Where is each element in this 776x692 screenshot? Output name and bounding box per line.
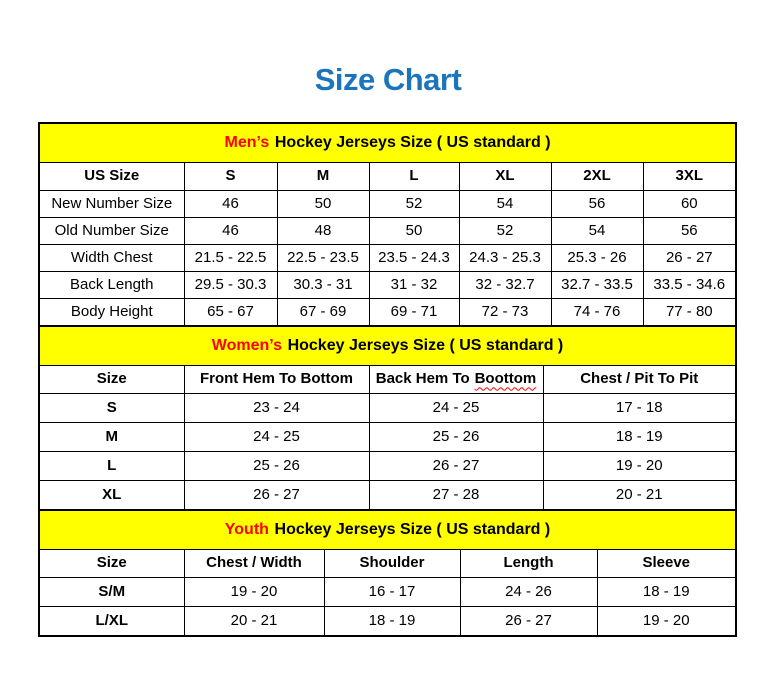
- table-cell: 32 - 32.7: [459, 272, 551, 299]
- mens-column-header-l: L: [369, 163, 459, 191]
- table-cell: 30.3 - 31: [277, 272, 369, 299]
- mens-section-heading: [39, 123, 736, 163]
- womens-size-table: [38, 325, 737, 511]
- table-cell: 26 - 27: [460, 607, 597, 637]
- table-cell: 74 - 76: [551, 299, 643, 327]
- table-cell: 26 - 27: [184, 481, 369, 511]
- table-cell: 19 - 20: [543, 452, 736, 481]
- table-cell: 18 - 19: [543, 423, 736, 452]
- table-cell: 46: [184, 191, 277, 218]
- table-row: [39, 218, 736, 245]
- row-label: L/XL: [39, 607, 184, 637]
- womens-heading-text: Hockey Jerseys Size ( US standard ): [287, 337, 564, 355]
- table-row: [39, 423, 736, 452]
- table-cell: 19 - 20: [184, 578, 324, 607]
- youth-column-header-chest-width: Chest / Width: [184, 550, 324, 578]
- youth-section-heading: [39, 510, 736, 550]
- table-cell: 26 - 27: [369, 452, 543, 481]
- youth-column-header-shoulder: Shoulder: [324, 550, 460, 578]
- mens-column-header-us-size: US Size: [39, 163, 184, 191]
- womens-column-header-back-hem: [369, 366, 543, 394]
- table-cell: 21.5 - 22.5: [184, 245, 277, 272]
- table-cell: 26 - 27: [643, 245, 736, 272]
- mens-column-header-3xl: 3XL: [643, 163, 736, 191]
- table-row: [39, 607, 736, 637]
- table-cell: 18 - 19: [324, 607, 460, 637]
- womens-section-row: [39, 326, 736, 366]
- youth-size-table: [38, 509, 737, 637]
- table-cell: 52: [369, 191, 459, 218]
- row-label: Old Number Size: [39, 218, 184, 245]
- mens-column-header-s: S: [184, 163, 277, 191]
- table-cell: 24 - 26: [460, 578, 597, 607]
- youth-heading-text: Hockey Jerseys Size ( US standard ): [274, 521, 551, 539]
- youth-heading-accent: Youth: [224, 521, 269, 539]
- youth-header-row: [39, 550, 736, 578]
- table-cell: 69 - 71: [369, 299, 459, 327]
- womens-heading-accent: Women’s: [211, 337, 282, 355]
- table-row: [39, 191, 736, 218]
- column-header-text: Back Hem To: [375, 370, 470, 388]
- womens-header-row: [39, 366, 736, 394]
- mens-column-header-2xl: 2XL: [551, 163, 643, 191]
- page-title: Size Chart: [314, 62, 462, 97]
- table-cell: 25.3 - 26: [551, 245, 643, 272]
- table-cell: 24 - 25: [369, 394, 543, 423]
- row-label: New Number Size: [39, 191, 184, 218]
- mens-column-header-xl: XL: [459, 163, 551, 191]
- youth-section-row: [39, 510, 736, 550]
- mens-header-row: [39, 163, 736, 191]
- womens-column-header-front-hem: Front Hem To Bottom: [184, 366, 369, 394]
- table-cell: 54: [551, 218, 643, 245]
- table-cell: 54: [459, 191, 551, 218]
- mens-column-header-m: M: [277, 163, 369, 191]
- table-cell: 48: [277, 218, 369, 245]
- table-cell: 65 - 67: [184, 299, 277, 327]
- table-cell: 24 - 25: [184, 423, 369, 452]
- table-cell: 56: [643, 218, 736, 245]
- table-cell: 32.7 - 33.5: [551, 272, 643, 299]
- row-label: S: [39, 394, 184, 423]
- table-cell: 31 - 32: [369, 272, 459, 299]
- youth-column-header-sleeve: Sleeve: [597, 550, 736, 578]
- row-label: L: [39, 452, 184, 481]
- table-cell: 16 - 17: [324, 578, 460, 607]
- table-cell: 60: [643, 191, 736, 218]
- mens-heading-accent: Men’s: [224, 134, 270, 152]
- table-row: [39, 394, 736, 423]
- table-cell: 23.5 - 24.3: [369, 245, 459, 272]
- womens-column-header-chest: Chest / Pit To Pit: [543, 366, 736, 394]
- table-cell: 27 - 28: [369, 481, 543, 511]
- table-row: [39, 245, 736, 272]
- table-cell: 20 - 21: [184, 607, 324, 637]
- table-cell: 17 - 18: [543, 394, 736, 423]
- table-cell: 52: [459, 218, 551, 245]
- row-label: Back Length: [39, 272, 184, 299]
- table-row: [39, 452, 736, 481]
- table-row: [39, 299, 736, 327]
- youth-column-header-size: Size: [39, 550, 184, 578]
- mens-size-table: [38, 122, 737, 327]
- table-cell: 50: [369, 218, 459, 245]
- table-cell: 29.5 - 30.3: [184, 272, 277, 299]
- table-cell: 22.5 - 23.5: [277, 245, 369, 272]
- table-cell: 23 - 24: [184, 394, 369, 423]
- row-label: XL: [39, 481, 184, 511]
- womens-section-heading: [39, 326, 736, 366]
- mens-section-row: [39, 123, 736, 163]
- table-cell: 25 - 26: [184, 452, 369, 481]
- womens-column-header-size: Size: [39, 366, 184, 394]
- table-cell: 19 - 20: [597, 607, 736, 637]
- table-cell: 67 - 69: [277, 299, 369, 327]
- row-label: Width Chest: [39, 245, 184, 272]
- table-cell: 24.3 - 25.3: [459, 245, 551, 272]
- row-label: Body Height: [39, 299, 184, 327]
- table-row: [39, 578, 736, 607]
- misspelled-word: Boottom: [474, 370, 537, 388]
- table-cell: 56: [551, 191, 643, 218]
- mens-heading-text: Hockey Jerseys Size ( US standard ): [274, 134, 551, 152]
- table-row: [39, 272, 736, 299]
- table-cell: 46: [184, 218, 277, 245]
- table-cell: 77 - 80: [643, 299, 736, 327]
- table-cell: 25 - 26: [369, 423, 543, 452]
- row-label: M: [39, 423, 184, 452]
- table-cell: 33.5 - 34.6: [643, 272, 736, 299]
- size-tables-container: [38, 122, 735, 637]
- table-cell: 20 - 21: [543, 481, 736, 511]
- table-cell: 50: [277, 191, 369, 218]
- youth-column-header-length: Length: [460, 550, 597, 578]
- table-cell: 18 - 19: [597, 578, 736, 607]
- table-row: [39, 481, 736, 511]
- row-label: S/M: [39, 578, 184, 607]
- table-cell: 72 - 73: [459, 299, 551, 327]
